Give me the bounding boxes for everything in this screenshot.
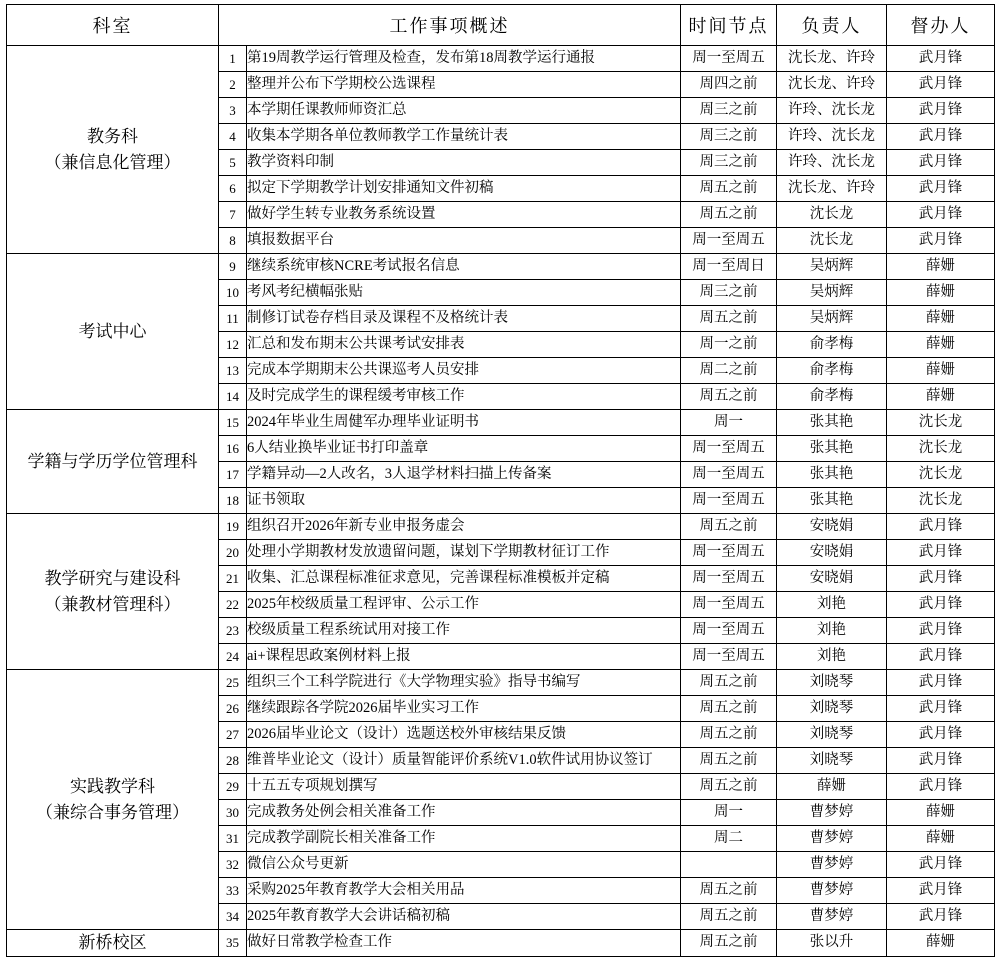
task-description: 采购2025年教育教学大会相关用品: [247, 878, 681, 904]
header-time: 时间节点: [681, 5, 777, 46]
department-name: 实践教学科: [70, 777, 155, 796]
row-number: 5: [219, 150, 247, 176]
table-row: [7, 514, 995, 540]
time-node: 周一至周日: [681, 254, 777, 280]
responsible-person: 沈长龙、许玲: [777, 176, 887, 202]
responsible-person: 薛姗: [777, 774, 887, 800]
responsible-person: 沈长龙: [777, 228, 887, 254]
supervisor-person: 武月锋: [887, 202, 995, 228]
responsible-person: 张其艳: [777, 436, 887, 462]
task-description: 做好日常教学检查工作: [247, 930, 681, 957]
responsible-person: 刘晓琴: [777, 722, 887, 748]
time-node: 周一至周五: [681, 46, 777, 72]
task-description: 组织召开2026年新专业申报务虚会: [247, 514, 681, 540]
task-description: 填报数据平台: [247, 228, 681, 254]
supervisor-person: 武月锋: [887, 904, 995, 930]
task-description: 做好学生转专业教务系统设置: [247, 202, 681, 228]
department-name: 教务科: [87, 127, 138, 146]
responsible-person: 刘晓琴: [777, 696, 887, 722]
department-subtitle: （兼信息化管理）: [44, 152, 181, 172]
time-node: 周五之前: [681, 748, 777, 774]
supervisor-person: 薛姗: [887, 280, 995, 306]
department-cell: [7, 46, 219, 254]
time-node: 周一至周五: [681, 566, 777, 592]
supervisor-person: 武月锋: [887, 566, 995, 592]
responsible-person: 刘晓琴: [777, 748, 887, 774]
responsible-person: 俞孝梅: [777, 358, 887, 384]
responsible-person: 刘艳: [777, 644, 887, 670]
row-number: 30: [219, 800, 247, 826]
task-description: 2025年校级质量工程评审、公示工作: [247, 592, 681, 618]
row-number: 34: [219, 904, 247, 930]
row-number: 33: [219, 878, 247, 904]
row-number: 23: [219, 618, 247, 644]
responsible-person: 曹梦婷: [777, 904, 887, 930]
supervisor-person: 武月锋: [887, 514, 995, 540]
time-node: 周一: [681, 800, 777, 826]
task-description: 校级质量工程系统试用对接工作: [247, 618, 681, 644]
time-node: 周三之前: [681, 98, 777, 124]
row-number: 14: [219, 384, 247, 410]
row-number: 3: [219, 98, 247, 124]
task-description: 维普毕业论文（设计）质量智能评价系统V1.0软件试用协议签订: [247, 748, 681, 774]
row-number: 25: [219, 670, 247, 696]
responsible-person: 许玲、沈长龙: [777, 150, 887, 176]
responsible-person: 曹梦婷: [777, 852, 887, 878]
department-cell: [7, 930, 219, 957]
department-subtitle: （兼综合事务管理）: [36, 802, 189, 822]
task-description: 第19周教学运行管理及检查，发布第18周教学运行通报: [247, 46, 681, 72]
task-description: 制修订试卷存档目录及课程不及格统计表: [247, 306, 681, 332]
time-node: 周五之前: [681, 722, 777, 748]
department-cell: [7, 670, 219, 930]
task-description: 完成本学期期末公共课巡考人员安排: [247, 358, 681, 384]
row-number: 15: [219, 410, 247, 436]
time-node: 周五之前: [681, 514, 777, 540]
responsible-person: 安晓娟: [777, 566, 887, 592]
row-number: 35: [219, 930, 247, 957]
responsible-person: 俞孝梅: [777, 332, 887, 358]
responsible-person: 刘艳: [777, 618, 887, 644]
time-node: 周二之前: [681, 358, 777, 384]
header-task: 工作事项概述: [219, 5, 681, 46]
responsible-person: 曹梦婷: [777, 826, 887, 852]
supervisor-person: 沈长龙: [887, 436, 995, 462]
supervisor-person: 武月锋: [887, 722, 995, 748]
table-header: [7, 5, 995, 46]
row-number: 27: [219, 722, 247, 748]
work-schedule-table: [6, 4, 995, 957]
task-description: 教学资料印制: [247, 150, 681, 176]
time-node: 周一至周五: [681, 540, 777, 566]
responsible-person: 俞孝梅: [777, 384, 887, 410]
supervisor-person: 武月锋: [887, 228, 995, 254]
time-node: 周五之前: [681, 202, 777, 228]
row-number: 10: [219, 280, 247, 306]
supervisor-person: 武月锋: [887, 124, 995, 150]
responsible-person: 沈长龙、许玲: [777, 72, 887, 98]
row-number: 22: [219, 592, 247, 618]
responsible-person: 许玲、沈长龙: [777, 98, 887, 124]
task-description: 收集、汇总课程标准征求意见，完善课程标准模板并定稿: [247, 566, 681, 592]
task-description: 学籍异动—2人改名，3人退学材料扫描上传备案: [247, 462, 681, 488]
task-description: 完成教务处例会相关准备工作: [247, 800, 681, 826]
task-description: 证书领取: [247, 488, 681, 514]
supervisor-person: 薛姗: [887, 332, 995, 358]
time-node: 周五之前: [681, 306, 777, 332]
row-number: 24: [219, 644, 247, 670]
task-description: 十五五专项规划撰写: [247, 774, 681, 800]
task-description: 及时完成学生的课程缓考审核工作: [247, 384, 681, 410]
row-number: 11: [219, 306, 247, 332]
time-node: 周一至周五: [681, 592, 777, 618]
task-description: ai+课程思政案例材料上报: [247, 644, 681, 670]
supervisor-person: 薛姗: [887, 826, 995, 852]
task-description: 2024年毕业生周健军办理毕业证明书: [247, 410, 681, 436]
time-node: 周五之前: [681, 696, 777, 722]
supervisor-person: 武月锋: [887, 644, 995, 670]
responsible-person: 张其艳: [777, 488, 887, 514]
supervisor-person: 武月锋: [887, 774, 995, 800]
department-name: 考试中心: [78, 321, 147, 341]
supervisor-person: 薛姗: [887, 358, 995, 384]
responsible-person: 张以升: [777, 930, 887, 957]
task-description: 汇总和发布期末公共课考试安排表: [247, 332, 681, 358]
table-row: [7, 46, 995, 72]
table-row: [7, 254, 995, 280]
time-node: 周五之前: [681, 384, 777, 410]
time-node: 周五之前: [681, 176, 777, 202]
task-description: 微信公众号更新: [247, 852, 681, 878]
department-name: 教学研究与建设科: [44, 569, 181, 588]
responsible-person: 许玲、沈长龙: [777, 124, 887, 150]
time-node: 周五之前: [681, 904, 777, 930]
responsible-person: 张其艳: [777, 410, 887, 436]
time-node: 周五之前: [681, 930, 777, 957]
task-description: 本学期任课教师师资汇总: [247, 98, 681, 124]
time-node: 周五之前: [681, 774, 777, 800]
header-department: 科室: [7, 5, 219, 46]
time-node: 周三之前: [681, 150, 777, 176]
row-number: 13: [219, 358, 247, 384]
task-description: 考风考纪横幅张贴: [247, 280, 681, 306]
supervisor-person: 薛姗: [887, 930, 995, 957]
supervisor-person: 薛姗: [887, 384, 995, 410]
supervisor-person: 薛姗: [887, 254, 995, 280]
time-node: 周五之前: [681, 878, 777, 904]
row-number: 32: [219, 852, 247, 878]
row-number: 29: [219, 774, 247, 800]
supervisor-person: 武月锋: [887, 748, 995, 774]
responsible-person: 安晓娟: [777, 514, 887, 540]
supervisor-person: 武月锋: [887, 46, 995, 72]
row-number: 26: [219, 696, 247, 722]
time-node: 周一至周五: [681, 228, 777, 254]
time-node: 周一至周五: [681, 644, 777, 670]
responsible-person: 张其艳: [777, 462, 887, 488]
header-supervisor: 督办人: [887, 5, 995, 46]
table-row: [7, 930, 995, 957]
row-number: 28: [219, 748, 247, 774]
supervisor-person: 武月锋: [887, 176, 995, 202]
department-cell: [7, 410, 219, 514]
row-number: 7: [219, 202, 247, 228]
task-description: 继续系统审核NCRE考试报名信息: [247, 254, 681, 280]
task-description: 拟定下学期教学计划安排通知文件初稿: [247, 176, 681, 202]
row-number: 21: [219, 566, 247, 592]
row-number: 20: [219, 540, 247, 566]
task-description: 2026届毕业论文（设计）选题送校外审核结果反馈: [247, 722, 681, 748]
responsible-person: 沈长龙: [777, 202, 887, 228]
table-row: [7, 410, 995, 436]
supervisor-person: 沈长龙: [887, 488, 995, 514]
row-number: 17: [219, 462, 247, 488]
supervisor-person: 武月锋: [887, 72, 995, 98]
task-description: 组织三个工科学院进行《大学物理实验》指导书编写: [247, 670, 681, 696]
supervisor-person: 武月锋: [887, 592, 995, 618]
time-node: 周一至周五: [681, 436, 777, 462]
supervisor-person: 薛姗: [887, 800, 995, 826]
time-node: 周一至周五: [681, 488, 777, 514]
supervisor-person: 薛姗: [887, 306, 995, 332]
supervisor-person: 沈长龙: [887, 410, 995, 436]
supervisor-person: 武月锋: [887, 852, 995, 878]
time-node: 周三之前: [681, 280, 777, 306]
department-cell: [7, 254, 219, 410]
task-description: 完成教学副院长相关准备工作: [247, 826, 681, 852]
row-number: 6: [219, 176, 247, 202]
task-description: 2025年教育教学大会讲话稿初稿: [247, 904, 681, 930]
responsible-person: 曹梦婷: [777, 878, 887, 904]
responsible-person: 沈长龙、许玲: [777, 46, 887, 72]
department-name: 新桥校区: [78, 933, 147, 952]
time-node: 周一至周五: [681, 462, 777, 488]
row-number: 1: [219, 46, 247, 72]
department-name: 学籍与学历学位管理科: [27, 451, 198, 471]
time-node: 周一之前: [681, 332, 777, 358]
table-body: [7, 46, 995, 957]
responsible-person: 吴炳辉: [777, 280, 887, 306]
row-number: 4: [219, 124, 247, 150]
responsible-person: 刘晓琴: [777, 670, 887, 696]
task-description: 6人结业换毕业证书打印盖章: [247, 436, 681, 462]
task-description: 处理小学期教材发放遗留问题，谋划下学期教材征订工作: [247, 540, 681, 566]
task-description: 继续跟踪各学院2026届毕业实习工作: [247, 696, 681, 722]
task-description: 整理并公布下学期校公选课程: [247, 72, 681, 98]
time-node: 周三之前: [681, 124, 777, 150]
time-node: 周一至周五: [681, 618, 777, 644]
responsible-person: 刘艳: [777, 592, 887, 618]
supervisor-person: 武月锋: [887, 150, 995, 176]
row-number: 18: [219, 488, 247, 514]
time-node: 周二: [681, 826, 777, 852]
department-subtitle: （兼教材管理科）: [44, 594, 181, 614]
row-number: 2: [219, 72, 247, 98]
responsible-person: 曹梦婷: [777, 800, 887, 826]
supervisor-person: 武月锋: [887, 98, 995, 124]
table-row: [7, 670, 995, 696]
header-responsible: 负责人: [777, 5, 887, 46]
row-number: 8: [219, 228, 247, 254]
row-number: 31: [219, 826, 247, 852]
supervisor-person: 沈长龙: [887, 462, 995, 488]
row-number: 16: [219, 436, 247, 462]
supervisor-person: 武月锋: [887, 540, 995, 566]
supervisor-person: 武月锋: [887, 618, 995, 644]
task-description: 收集本学期各单位教师教学工作量统计表: [247, 124, 681, 150]
time-node: 周五之前: [681, 670, 777, 696]
time-node: 周四之前: [681, 72, 777, 98]
supervisor-person: 武月锋: [887, 696, 995, 722]
responsible-person: 吴炳辉: [777, 254, 887, 280]
supervisor-person: 武月锋: [887, 670, 995, 696]
time-node: [681, 852, 777, 878]
responsible-person: 吴炳辉: [777, 306, 887, 332]
row-number: 9: [219, 254, 247, 280]
department-cell: [7, 514, 219, 670]
row-number: 19: [219, 514, 247, 540]
header-row: [7, 5, 995, 46]
responsible-person: 安晓娟: [777, 540, 887, 566]
row-number: 12: [219, 332, 247, 358]
supervisor-person: 武月锋: [887, 878, 995, 904]
time-node: 周一: [681, 410, 777, 436]
